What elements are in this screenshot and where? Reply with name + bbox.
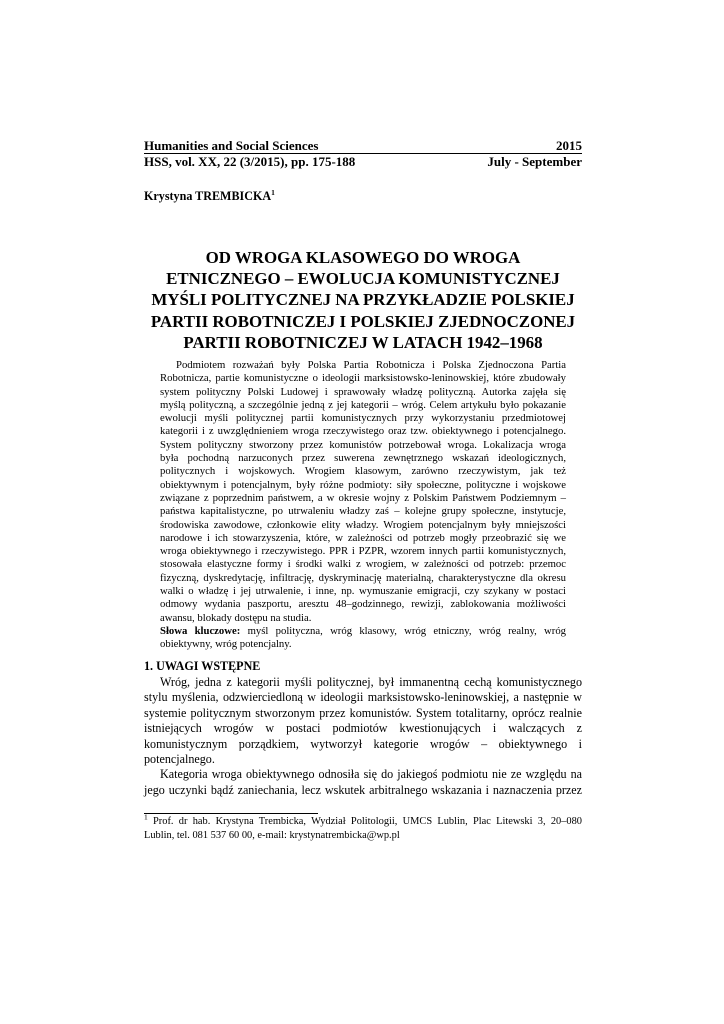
title-line: MYŚLI POLITYCZNEJ NA PRZYKŁADZIE POLSKIEJ [151, 290, 575, 310]
footnote-line: Lublin, tel. 081 537 60 00, e-mail: krystynatrembicka@wp.pl [144, 829, 400, 841]
footnote-text: Prof. dr hab. Krystyna Trembicka, Wydział Politologii, UMCS Lublin, Plac Litewski 3, 20–080 [153, 816, 582, 827]
abstract-line: Robotnicza, partie komunistyczne o ideologii marksistowsko-leninowskiej, które zbudowały [160, 372, 566, 385]
article-title [144, 247, 582, 353]
journal-name: Humanities and Social Sciences [144, 138, 319, 153]
body-paragraph [144, 675, 582, 767]
abstract-line: system polityczny Polski Ludowej i sprawowały władzę polityczną. Autorka zajęła się [160, 385, 566, 398]
title-line: PARTII ROBOTNICZEJ W LATACH 1942–1968 [183, 332, 543, 352]
body-line: potencjalnego. [144, 752, 215, 767]
abstract-line: stosowała elastyczne formy i środki walki z wrogiem, w zależności od potrzeb: przemoc [160, 558, 566, 571]
issue-period: July - September [487, 154, 582, 169]
body-line: stylu myślenia, odzwierciedloną w ideologii marksistowsko-leninowskiej, a następnie w [144, 690, 582, 705]
keywords-line [160, 625, 566, 638]
running-header-bottom [144, 155, 582, 169]
abstract-line: Podmiotem rozważań były Polska Partia Robotnicza i Polska Zjednoczona Partia [176, 359, 566, 371]
author-footnote-mark: 1 [271, 187, 275, 197]
abstract-line: środowiska zawodowe, członkowie elity władzy. Wrogiem potencjalnym były mniejszości [160, 518, 566, 531]
abstract-line: narodowe i ich stowarzyszenia, które, w zależności od potrzeb mogły przeobrazić się we [160, 531, 566, 544]
abstract-line: wroga obiektywnego i rzeczywistego. PPR i PZPR, wzorem innych partii komunistycznych, [160, 545, 566, 558]
body-line: istniejących wrogów w postaci podmiotów kwestionujących i walczących z [144, 721, 582, 736]
abstract-line: ewolucji myśli politycznej partii komunistycznych przy wykorzystaniu przedmiotowej [160, 412, 566, 425]
running-header-top [144, 138, 582, 154]
author-name: Krystyna TREMBICKA [144, 189, 272, 203]
title-line: PARTII ROBOTNICZEJ I POLSKIEJ ZJEDNOCZONEJ [150, 311, 576, 331]
abstract-line: odmowy wydania paszportu, aresztu 48–godzinnego, rewizji, zablokowania możliwości [160, 598, 566, 611]
abstract-line: związane z poprzednim państwem, a w okresie wojny z Polskim Państwem Podziemnym – [160, 491, 566, 504]
abstract-line: była pochodną narzuconych przez suwerena zewnętrznego wskazań ideologicznych, [160, 452, 566, 465]
footnote [144, 812, 582, 843]
body-line: Wróg, jedna z kategorii myśli politycznej, był immanentną cechą komunistycznego [160, 675, 582, 689]
publication-year: 2015 [556, 138, 582, 153]
body-paragraph [144, 767, 582, 798]
keywords-text: obiektywny, wróg potencjalny. [160, 638, 292, 651]
abstract [160, 359, 566, 652]
abstract-line: kategorii i z uwzględnieniem wroga rzeczywistego oraz tzw. obiektywnego i potencjalnego. [160, 425, 566, 438]
footnote-line [144, 812, 582, 829]
footnote-separator [144, 813, 318, 814]
abstract-line: System polityczny stworzony przez komunistów potrzebował wroga. Lokalizacja wroga [160, 438, 566, 451]
title-line: OD WROGA KLASOWEGO DO WROGA [205, 248, 521, 267]
author-line [144, 189, 275, 204]
title-line: ETNICZNEGO – EWOLUCJA KOMUNISTYCZNEJ [166, 269, 560, 289]
abstract-line: fizyczną, dyskredytację, infiltrację, dyskryminację materialną, charakterystyczne dla okresu [160, 571, 566, 584]
body-line: systemie politycznym stworzonym przez komunistów. System totalitarny, oprócz realnie [144, 705, 582, 720]
abstract-line: państwa kapitalistyczne, po utrwaleniu władzy zaś – kolejne grupy społeczne, instytucje, [160, 505, 566, 518]
section-body [144, 675, 582, 798]
body-line: komunistycznym porządkiem, wytworzył kategorie wrogów – obiektywnego i [144, 736, 582, 751]
body-line: Kategoria wroga obiektywnego odnosiła się do jakiegoś podmiotu nie ze względu na [160, 767, 582, 782]
abstract-line: obiektywnym i potencjalnym, były różne podmioty: siły społeczne, polityczne i wojskowe [160, 478, 566, 491]
abstract-line: myślą polityczną, a szczególnie jedną z jej kategorii – wróg. Celem artykułu było pokazanie [160, 398, 566, 411]
body-line: jego uczynki bądź zaniechania, lecz wskutek arbitralnego wskazania i naznaczenia przez [144, 782, 582, 797]
issue-citation: HSS, vol. XX, 22 (3/2015), pp. 175-188 [144, 154, 356, 169]
abstract-line: politycznych i wojskowych. Wrogiem klasowym, zarówno rzeczywistym, jak też [160, 465, 566, 478]
keywords-text: myśl polityczna, wróg klasowy, wróg etniczny, wróg realny, wróg [247, 624, 567, 637]
keywords-label: Słowa kluczowe: [160, 624, 241, 637]
abstract-line: awansu, blokady dostępu na studia. [160, 611, 312, 624]
abstract-line: walki o władzę i jej utrwalenie, i inne, np. wymuszanie emigracji, czy szykany w postaci [160, 585, 566, 598]
footnote-mark: 1 [144, 812, 148, 822]
section-heading: 1. UWAGI WSTĘPNE [144, 659, 261, 673]
